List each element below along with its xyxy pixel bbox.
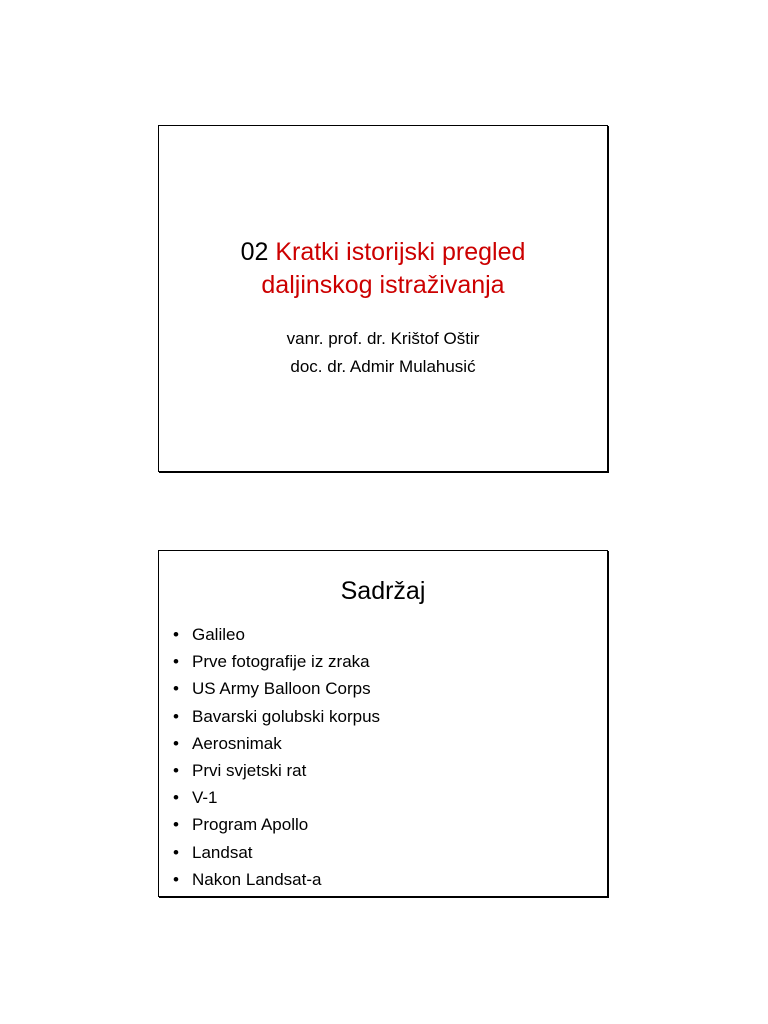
list-item [173, 675, 380, 702]
slide-title-text-1: Kratki istorijski pregled [275, 238, 526, 266]
author-2: doc. dr. Admir Mulahusić [290, 357, 476, 376]
slide-title-line-1 [159, 236, 607, 269]
bullet-icon: • [173, 788, 179, 808]
list-item-label: Landsat [192, 842, 253, 862]
list-item [173, 757, 380, 784]
list-item [173, 839, 380, 866]
bullet-icon: • [173, 869, 179, 889]
slide-title [159, 236, 607, 302]
bullet-icon: • [173, 679, 179, 699]
list-item [173, 621, 380, 648]
slide-title-text-2: daljinskog istraživanja [261, 271, 505, 299]
list-item-label: Nakon Landsat-a [192, 869, 322, 889]
contents-slide [158, 550, 608, 897]
author-1: vanr. prof. dr. Krištof Oštir [286, 329, 480, 348]
list-item-label: Prve fotografije iz zraka [192, 652, 370, 672]
list-item [173, 811, 380, 838]
bullet-icon: • [173, 815, 179, 835]
contents-list [173, 621, 380, 893]
list-item-label: US Army Balloon Corps [192, 679, 371, 699]
bullet-icon: • [173, 842, 179, 862]
bullet-icon: • [173, 733, 179, 753]
authors [159, 325, 607, 381]
list-item-label: V-1 [192, 788, 218, 808]
list-item [173, 648, 380, 675]
contents-title: Sadržaj [340, 577, 426, 605]
list-item [173, 703, 380, 730]
list-item-label: Prvi svjetski rat [192, 761, 307, 781]
bullet-icon: • [173, 652, 179, 672]
bullet-icon: • [173, 706, 179, 726]
bullet-icon: • [173, 761, 179, 781]
bullet-icon: • [173, 625, 179, 644]
lecture-number: 02 [240, 238, 269, 266]
list-item-label: Aerosnimak [192, 733, 282, 753]
list-item [173, 866, 380, 893]
list-item [173, 784, 380, 811]
list-item-label: Galileo [192, 625, 245, 644]
title-slide [158, 125, 608, 472]
list-item-label: Program Apollo [192, 815, 309, 835]
list-item-label: Bavarski golubski korpus [192, 706, 381, 726]
list-item [173, 730, 380, 757]
